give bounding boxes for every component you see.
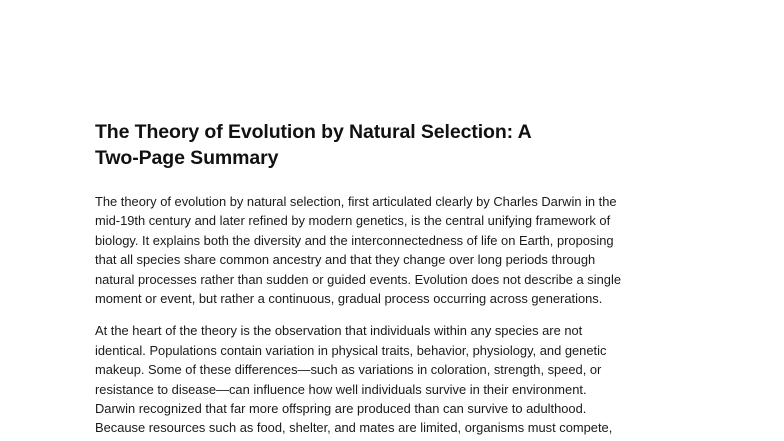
paragraph-intro [95,192,695,308]
text-line: mid-19th century and later refined by modern genetics, is the central unifying framework of [95,213,611,229]
text-line: At the heart of the theory is the observation that individuals within any species are not [95,323,583,339]
title-line: Two-Page Summary [95,147,279,169]
text-line: Darwin recognized that far more offspring are produced than can survive to adulthood. [95,401,587,417]
text-line: identical. Populations contain variation in physical traits, behavior, physiology, and genetic [95,342,607,358]
text-line: that all species share common ancestry and that they change over long periods through [95,252,596,268]
document-body [95,119,695,438]
document-title [95,119,695,171]
title-line: The Theory of Evolution by Natural Selection: A [95,121,532,143]
text-line: moment or event, but rather a continuous, gradual process occurring across generations. [95,291,603,307]
text-line: makeup. Some of these differences—such as variations in coloration, strength, speed, or [95,362,602,378]
text-line: natural processes rather than sudden or guided events. Evolution does not describe a single [95,271,621,287]
text-line: biology. It explains both the diversity and the interconnectedness of life on Earth, proposing [95,232,614,248]
text-line: resistance to disease—can influence how well individuals survive in their environment. [95,381,587,397]
text-line: The theory of evolution by natural selection, first articulated clearly by Charles Darwin in the [95,194,617,209]
paragraph-variation [95,321,695,437]
text-line: Because resources such as food, shelter, and mates are limited, organisms must compete, [95,420,613,436]
